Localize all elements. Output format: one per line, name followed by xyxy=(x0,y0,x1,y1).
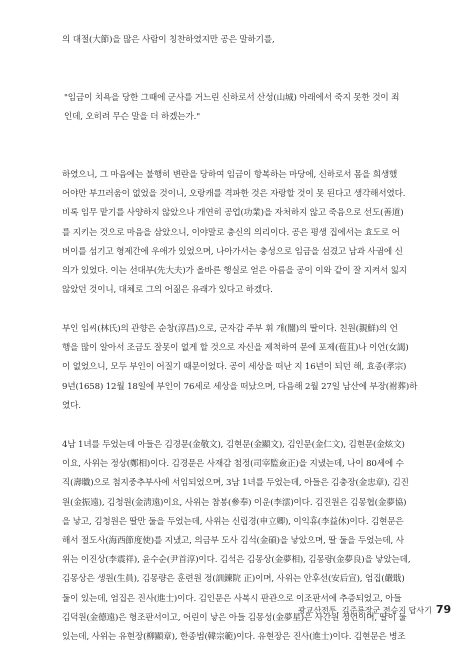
text-line: 이요, 사위는 정상(鄭相)이다. 김경문은 사재감 첨정(司宰監僉正)을 지냈는데, 나이 80세에 수 xyxy=(62,459,404,470)
text-line: 않았던 것이니, 대체로 그의 어짊은 유래가 있다고 하겠다. xyxy=(62,285,273,296)
text-line: 을 낳고, 김청원은 딸만 둘을 두었는데, 사위는 신립경(申立卿), 이익휴(李益休)이다. 김현문은 xyxy=(62,516,404,527)
text-line: 직(壽職)으로 첨지중추부사에 서임되었으며, 3남 1녀를 두었는데, 아들은 김충장(金忠章), 김진 xyxy=(62,478,409,489)
text-line: 비록 임무 맡기를 사양하지 않았으나 개연히 공업(功業)을 자처하지 않고 죽음으로 선도(善道) xyxy=(62,208,404,219)
text-line: 하였으니, 그 마음에는 불행히 변란을 당하여 임금이 항복하는 마당에, 신하로서 몸을 희생했 xyxy=(62,170,398,180)
text-line: 행을 많이 알아서 조금도 잘못이 없게 할 것으로 자신을 제척하여 문에 포제(苞苴)나 이언(女謁) xyxy=(62,343,409,354)
text-line: 있는데, 사위는 유현장(柳顯章), 한종범(韓宗範)이다. 유현장은 진사(進士)이다. 김현문은 병조 xyxy=(62,632,406,643)
text-line: 였다. xyxy=(62,400,81,411)
text-line: 부인 임씨(林氏)의 관향은 순창(淳昌)으로, 군자감 주부 휘 개(闓)의 딸이다. 친원(親鮮)의 언 xyxy=(62,324,398,334)
page-footer xyxy=(298,603,452,618)
text-line: 어야만 부끄러움이 없었을 것이니, 오랑캐를 격파한 것은 자랑할 것이 못 된다고 생각해서였다. xyxy=(62,189,406,200)
text-line: 이 없었으니, 모두 부인이 어질기 때문이었다. 공이 세상을 떠난 지 16년이 되던 해, 효종(孝宗) xyxy=(62,362,407,373)
text-line: 를 지키는 것으로 마음을 삼았으니, 이야말로 충신의 의리이다. 공은 평생 집에서는 효도로 어 xyxy=(62,227,400,238)
text-line: 위는 이진상(李震祥), 윤수순(尹首淳)이다. 김석은 김몽상(金夢相), 김몽량(金夢良)을 낳았는데, xyxy=(62,555,411,566)
paragraph-wife xyxy=(62,320,422,416)
running-title: 광교산전투, 김준룡장군 전승지 답사기 xyxy=(298,606,432,615)
text-line: 둘이 있는데, 엄집은 진사(進士)이다. 김인문은 사복시 판관으로 이조판서에 추증되었고, 아들 xyxy=(62,593,402,604)
page-number: 79 xyxy=(435,603,452,616)
text-line: 해서 절도사(海西節度使)를 지냈고, 의금부 도사 김석(金碩)을 낳았으며, 딸 둘을 두었는데, 사 xyxy=(62,536,404,547)
text-line: 버이를 섬기고 형제간에 우애가 있었으며, 나아가서는 충성으로 임금을 섬겼고 남과 사귐에 신 xyxy=(62,246,403,257)
text-line: 의가 있었다. 이는 선대부(先大夫)가 올바른 행실로 얻은 아름을 공이 이와 같이 잘 지켜서 잃지 xyxy=(62,266,408,277)
text-line: 의 대절(大節)을 많은 사람이 칭찬하였지만 공은 말하기를, xyxy=(62,35,275,45)
paragraph-intro xyxy=(62,31,422,50)
text-line: 인데, 오히려 무슨 말을 더 하겠는가." xyxy=(64,112,200,123)
text-line: 김몽상은 생원(生員), 김몽량은 훈련원 정(訓鍊院 正)이며, 사위는 안후선(安后宣), 엄집(嚴戢) xyxy=(62,574,405,585)
paragraph-loyalty xyxy=(62,166,422,300)
text-line: "임금이 치욕을 당한 그때에 군사를 거느린 신하로서 산성(山城) 아래에서 죽지 못한 것이 죄 xyxy=(64,93,400,103)
text-line: 원(金振遠), 김청원(金淸遠)이요, 사위는 참봉(參奉) 이운(李澐)이다. 김진원은 김몽협(金夢協) xyxy=(62,497,407,508)
paragraph-quote xyxy=(64,89,422,127)
text-line: 4남 1녀를 두었는데 아들은 김경문(金敬文), 김현문(金顯文), 김인문(金仁文), 김현문(金炫文) xyxy=(62,440,405,450)
text-line: 김덕원(金德遠)은 형조판서이고, 어린이 낳은 아들 김몽성(金夢星)은 사간원 정언이며, 딸이 둘 xyxy=(62,612,407,623)
text-line: 9년(1658) 12월 18일에 부인이 76세로 세상을 떠났으며, 다음해 2월 27일 남산에 부장(祔葬)하 xyxy=(62,381,418,392)
